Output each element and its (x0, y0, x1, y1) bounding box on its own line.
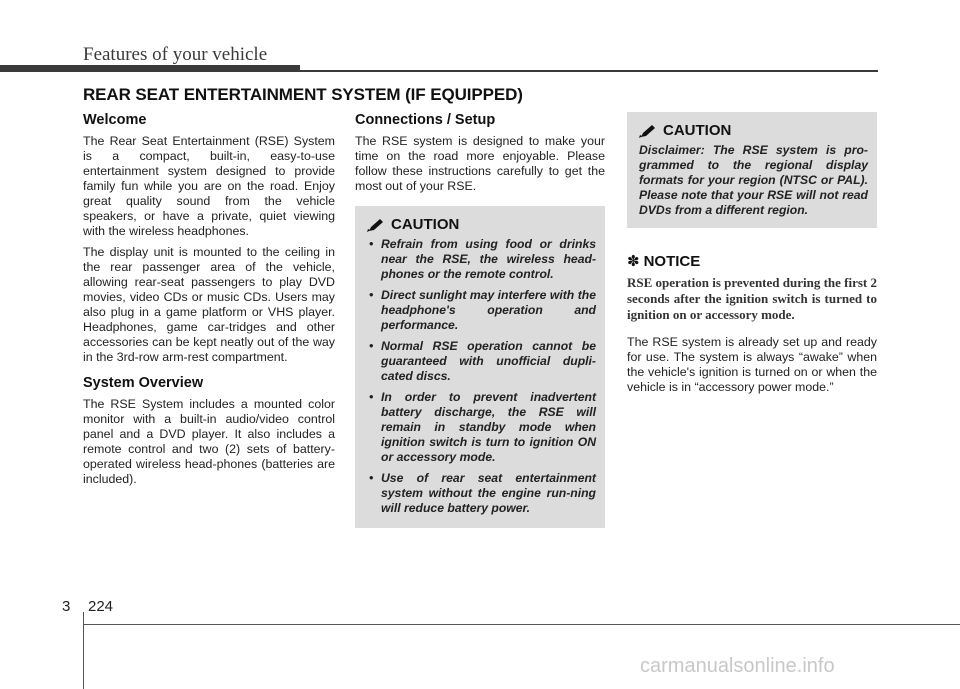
caution-item: • In order to prevent inadvertent battery discharge, the RSE will remain in standby mode when ignition switch is turn to ignition ON or accessory mode. (369, 390, 596, 464)
page-number: 224 (88, 598, 114, 615)
header-bar (0, 65, 300, 72)
overview-paragraph: The RSE System includes a mounted color monitor with a built-in audio/video control panel and a DVD player. It also includes a remote control and two (2) sets of battery-operated wireless head-phones (batteries are included). (83, 397, 335, 486)
notice-label: NOTICE (643, 252, 701, 270)
column-right (627, 112, 877, 401)
overview-heading: System Overview (83, 375, 204, 391)
connections-heading: Connections / Setup (355, 112, 496, 128)
connections-paragraph: The RSE system is designed to make your time on the road more enjoyable. Please follow these instructions carefully to get the most out of your RSE. (355, 134, 605, 193)
caution-item: • Use of rear seat entertainment system without the engine run-ning will reduce battery power. (369, 471, 596, 515)
caution-label: CAUTION (663, 122, 732, 139)
caution-header (639, 122, 868, 139)
section-title: REAR SEAT ENTERTAINMENT SYSTEM (IF EQUIPPED) (83, 85, 523, 104)
notice-star-icon: ✽ (627, 253, 640, 270)
caution-disclaimer-text: Disclaimer: The RSE system is pro-grammed to the regional display formats for your region (NTSC or PAL). Please note that your RSE will not read DVDs from a different region. (639, 143, 868, 217)
caution-pencil-icon (639, 124, 656, 138)
notice-header (627, 252, 877, 270)
header-rule (300, 70, 878, 72)
caution-label: CAUTION (391, 216, 460, 233)
column-left (83, 112, 335, 493)
chapter-number: 3 (62, 598, 71, 615)
column-middle (355, 112, 605, 528)
caution-list (367, 237, 596, 516)
setup-paragraph: The RSE system is already set up and ready for use. The system is always “awake” when the vehicle's ignition is turned on or when the vehicle is in “accessory power mode.” (627, 335, 877, 394)
caution-item: • Refrain from using food or drinks near the RSE, the wireless head-phones or the remote control. (369, 237, 596, 281)
welcome-paragraph-1: The Rear Seat Entertainment (RSE) System is a compact, built-in, easy-to-use entertainment system designed to provide family fun while you are on the road. Enjoy great quality sound from the vehicle speakers, or have a private, quiet viewing with the wireless headphones. (83, 134, 335, 238)
caution-box-disclaimer (627, 112, 877, 228)
watermark: carmanualsonline.info (640, 655, 835, 677)
notice-text: RSE operation is prevented during the first 2 seconds after the ignition switch is turned to ignition on or accessory mode. (627, 275, 878, 322)
caution-item: • Direct sunlight may interfere with the headphone's operation and performance. (369, 288, 596, 332)
header-title: Features of your vehicle (83, 44, 268, 65)
footer-rule (83, 624, 960, 625)
caution-pencil-icon (367, 218, 384, 232)
welcome-heading: Welcome (83, 112, 147, 128)
caution-box-main (355, 206, 605, 528)
welcome-paragraph-2: The display unit is mounted to the ceiling in the rear passenger area of the vehicle, allowing rear-seat passengers to play DVD movies, video CDs or music CDs. Users may also plug in a game platform or VHS player. Headphones, game car-tridges and other accessories can be kept neatly out of the way in the 3rd-row arm-rest compartment. (83, 245, 335, 364)
caution-header (367, 216, 596, 233)
caution-item: • Normal RSE operation cannot be guaranteed with unofficial dupli-cated discs. (369, 339, 596, 383)
